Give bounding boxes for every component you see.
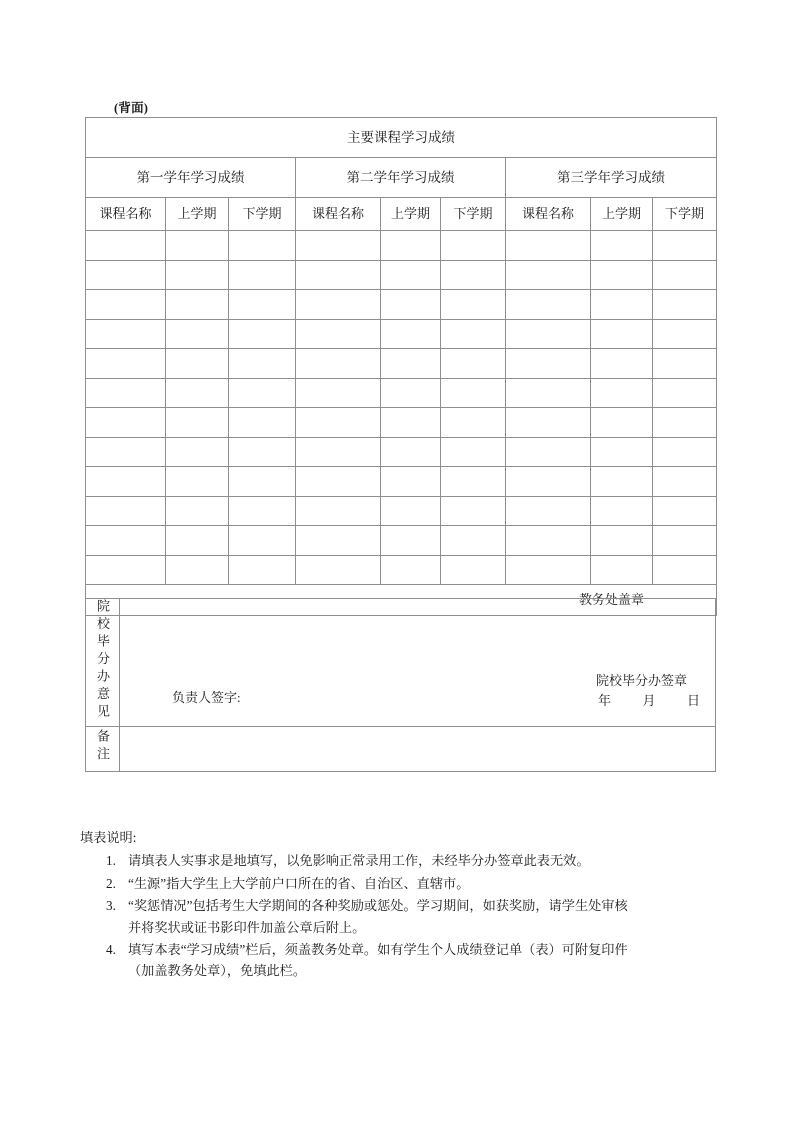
grades-entry-cell[interactable]: [166, 496, 229, 526]
instruction-number: 3.: [106, 898, 116, 914]
grades-entry-cell[interactable]: [506, 408, 591, 438]
grades-entry-cell[interactable]: [381, 349, 441, 379]
grades-entry-cell[interactable]: [229, 526, 296, 556]
grades-entry-cell[interactable]: [653, 290, 717, 320]
grades-entry-cell[interactable]: [86, 467, 166, 497]
opinion-table: [85, 598, 716, 772]
grades-entry-cell[interactable]: [591, 231, 653, 261]
grades-entry-cell[interactable]: [229, 290, 296, 320]
date-line: [596, 691, 701, 711]
grades-entry-cell[interactable]: [296, 319, 381, 349]
grades-entry-cell[interactable]: [381, 555, 441, 585]
grades-entry-cell[interactable]: [166, 526, 229, 556]
grades-entry-cell[interactable]: [229, 555, 296, 585]
instruction-number: 1.: [106, 853, 116, 869]
remark-label-cell: [86, 726, 120, 771]
grades-entry-cell[interactable]: [296, 290, 381, 320]
grades-entry-cell[interactable]: [229, 378, 296, 408]
grades-entry-row: [86, 231, 717, 261]
instruction-line: “奖惩情况”包括考生大学期间的各种奖励或惩处。学习期间，如获奖励，请学生处审核: [128, 898, 628, 914]
opinion-content-cell[interactable]: [120, 599, 716, 727]
grades-entry-cell[interactable]: [506, 496, 591, 526]
instruction-text: [128, 850, 720, 871]
grades-entry-cell[interactable]: [653, 408, 717, 438]
grades-entry-cell[interactable]: [166, 290, 229, 320]
grades-entry-cell[interactable]: [229, 231, 296, 261]
office-seal-label: 院校毕分办签章: [595, 673, 687, 689]
grades-entry-cell[interactable]: [86, 378, 166, 408]
grades-column-header-row: [86, 198, 717, 231]
grades-entry-cell[interactable]: [653, 555, 717, 585]
grades-entry-cell[interactable]: [296, 260, 381, 290]
grades-entry-cell[interactable]: [229, 408, 296, 438]
grades-entry-row: [86, 378, 717, 408]
grades-entry-cell[interactable]: [441, 467, 506, 497]
column-header-course-3: 课程名称: [506, 198, 591, 231]
instruction-item: [80, 895, 720, 938]
grades-entry-cell[interactable]: [381, 526, 441, 556]
grades-entry-cell[interactable]: [229, 496, 296, 526]
seal-and-date-block: [596, 671, 701, 711]
grades-entry-cell[interactable]: [506, 260, 591, 290]
grades-entry-cell[interactable]: [86, 408, 166, 438]
grades-entry-cell[interactable]: [229, 319, 296, 349]
grades-entry-cell[interactable]: [506, 231, 591, 261]
grades-entry-cell[interactable]: [166, 555, 229, 585]
instruction-item: [80, 939, 720, 982]
grades-entry-cell[interactable]: [296, 467, 381, 497]
grades-entry-cell[interactable]: [441, 526, 506, 556]
instructions-list: [80, 850, 720, 981]
grades-entry-cell[interactable]: [441, 555, 506, 585]
grades-entry-cell[interactable]: [296, 231, 381, 261]
column-header-course-1: 课程名称: [86, 198, 166, 231]
grades-table-title: 主要课程学习成绩: [86, 118, 717, 158]
grades-entry-cell[interactable]: [441, 231, 506, 261]
instruction-text: [128, 895, 720, 938]
grades-entry-row: [86, 496, 717, 526]
grades-entry-cell[interactable]: [229, 467, 296, 497]
page-side-label: (背面): [114, 101, 149, 115]
grades-entry-cell[interactable]: [441, 290, 506, 320]
date-year-label: 年: [597, 693, 612, 709]
grades-entry-cell[interactable]: [591, 349, 653, 379]
grades-entry-cell[interactable]: [653, 231, 717, 261]
grades-entry-cell[interactable]: [381, 467, 441, 497]
grades-entry-cell[interactable]: [441, 378, 506, 408]
grades-entry-row: [86, 260, 717, 290]
grades-entry-cell[interactable]: [86, 349, 166, 379]
grades-entry-cell[interactable]: [296, 437, 381, 467]
grades-entry-cell[interactable]: [381, 231, 441, 261]
grades-entry-cell[interactable]: [86, 496, 166, 526]
grades-entry-cell[interactable]: [653, 319, 717, 349]
grades-entry-cell[interactable]: [166, 349, 229, 379]
grades-entry-cell[interactable]: [86, 260, 166, 290]
registrar-seal-note: 教务处盖章: [86, 585, 717, 616]
grades-entry-cell[interactable]: [506, 526, 591, 556]
grades-entry-cell[interactable]: [653, 467, 717, 497]
year-group-1: 第一学年学习成绩: [86, 158, 296, 198]
grades-title-row: [86, 118, 717, 158]
instruction-line: “生源”指大学生上大学前户口所在的省、自治区、直辖市。: [128, 875, 470, 891]
grades-entry-row: [86, 349, 717, 379]
grades-entry-cell[interactable]: [166, 408, 229, 438]
remark-label-text: 备注: [95, 729, 110, 764]
grades-entry-row: [86, 437, 717, 467]
grades-entry-cell[interactable]: [653, 526, 717, 556]
date-month-label: 月: [642, 693, 657, 709]
grades-entry-cell[interactable]: [653, 349, 717, 379]
grades-entry-row: [86, 467, 717, 497]
remark-row: [86, 726, 716, 771]
grades-entry-cell[interactable]: [591, 408, 653, 438]
grades-entry-cell[interactable]: [381, 290, 441, 320]
grades-entry-cell[interactable]: [296, 349, 381, 379]
grades-entry-cell[interactable]: [86, 319, 166, 349]
grades-entry-cell[interactable]: [166, 378, 229, 408]
instruction-text: [128, 939, 720, 982]
column-header-term2-3: 下学期: [653, 198, 717, 231]
year-group-2: 第二学年学习成绩: [296, 158, 506, 198]
grades-entry-cell[interactable]: [441, 319, 506, 349]
grades-year-group-row: [86, 158, 717, 198]
grades-entry-cell[interactable]: [506, 378, 591, 408]
instruction-text: [128, 873, 720, 894]
grades-entry-cell[interactable]: [591, 467, 653, 497]
column-header-term1-3: 上学期: [591, 198, 653, 231]
grades-entry-cell[interactable]: [653, 496, 717, 526]
grades-entry-cell[interactable]: [591, 290, 653, 320]
grades-entry-row: [86, 408, 717, 438]
grades-entry-cell[interactable]: [296, 408, 381, 438]
grades-entry-cell[interactable]: [591, 437, 653, 467]
grades-entry-cell[interactable]: [441, 408, 506, 438]
grades-entry-cell[interactable]: [591, 555, 653, 585]
grades-entry-cell[interactable]: [86, 231, 166, 261]
grades-entry-cell[interactable]: [591, 378, 653, 408]
grades-entry-cell[interactable]: [166, 319, 229, 349]
grades-table: [85, 117, 717, 616]
grades-entry-cell[interactable]: [86, 437, 166, 467]
grades-entry-cell[interactable]: [229, 437, 296, 467]
grades-entry-row: [86, 290, 717, 320]
grades-entry-cell[interactable]: [166, 260, 229, 290]
grades-entry-cell[interactable]: [506, 319, 591, 349]
date-day-label: 日: [686, 693, 701, 709]
grades-entry-cell[interactable]: [506, 555, 591, 585]
opinion-label-cell: [86, 599, 120, 727]
instruction-number: 2.: [106, 875, 116, 891]
grades-entry-cell[interactable]: [441, 349, 506, 379]
grades-entry-cell[interactable]: [381, 408, 441, 438]
column-header-term2-1: 下学期: [229, 198, 296, 231]
grades-entry-cell[interactable]: [381, 378, 441, 408]
opinion-label-text: 院校毕分办意见: [95, 599, 110, 722]
grades-entry-cell[interactable]: [166, 437, 229, 467]
grades-entry-cell[interactable]: [86, 555, 166, 585]
column-header-term2-2: 下学期: [441, 198, 506, 231]
grades-entry-cell[interactable]: [296, 526, 381, 556]
grades-entry-cell[interactable]: [296, 378, 381, 408]
grades-entry-cell[interactable]: [381, 319, 441, 349]
column-header-term1-1: 上学期: [166, 198, 229, 231]
grades-entry-cell[interactable]: [591, 260, 653, 290]
grades-entry-row: [86, 319, 717, 349]
grades-entry-cell[interactable]: [653, 378, 717, 408]
column-header-term1-2: 上学期: [381, 198, 441, 231]
instruction-line: 请填表人实事求是地填写，以免影响正常录用工作，未经毕分办签章此表无效。: [128, 853, 590, 869]
grades-entry-cell[interactable]: [381, 260, 441, 290]
grades-entry-cell[interactable]: [591, 526, 653, 556]
grades-entry-cell[interactable]: [653, 260, 717, 290]
grades-entry-cell[interactable]: [506, 290, 591, 320]
instruction-line: 并将奖状或证书影印件加盖公章后附上。: [128, 919, 366, 935]
year-group-3: 第三学年学习成绩: [506, 158, 717, 198]
grades-entry-cell[interactable]: [441, 437, 506, 467]
instructions-title: 填表说明:: [80, 830, 137, 845]
grades-entry-cell[interactable]: [381, 437, 441, 467]
grades-entry-cell[interactable]: [506, 467, 591, 497]
grades-entry-cell[interactable]: [506, 437, 591, 467]
grades-entry-cell[interactable]: [653, 437, 717, 467]
remark-content-cell[interactable]: [120, 726, 716, 771]
grades-entry-row: [86, 526, 717, 556]
grades-entry-cell[interactable]: [166, 467, 229, 497]
instruction-line: （加盖教务处章），免填此栏。: [128, 963, 307, 979]
grades-entry-cell[interactable]: [381, 496, 441, 526]
grades-entry-cell[interactable]: [591, 319, 653, 349]
instruction-number: 4.: [106, 941, 116, 957]
grades-entry-cell[interactable]: [441, 260, 506, 290]
instruction-item: [80, 873, 720, 894]
instruction-line: 填写本表“学习成绩”栏后，须盖教务处章。如有学生个人成绩登记单（表）可附复印件: [128, 941, 628, 957]
grades-entry-cell[interactable]: [229, 260, 296, 290]
grades-entry-cell[interactable]: [591, 496, 653, 526]
grades-entry-cell[interactable]: [229, 349, 296, 379]
grades-entry-cell[interactable]: [296, 496, 381, 526]
grades-entry-cell[interactable]: [296, 555, 381, 585]
grades-entry-cell[interactable]: [506, 349, 591, 379]
grades-entry-row: [86, 555, 717, 585]
responsible-signature-label: 负责人签字:: [172, 689, 241, 705]
instructions-section: [80, 827, 720, 983]
column-header-course-2: 课程名称: [296, 198, 381, 231]
grades-entry-cell[interactable]: [166, 231, 229, 261]
grades-entry-cell[interactable]: [86, 290, 166, 320]
grades-entry-cell[interactable]: [86, 526, 166, 556]
instruction-item: [80, 850, 720, 871]
grades-entry-cell[interactable]: [441, 496, 506, 526]
opinion-row: [86, 599, 716, 727]
